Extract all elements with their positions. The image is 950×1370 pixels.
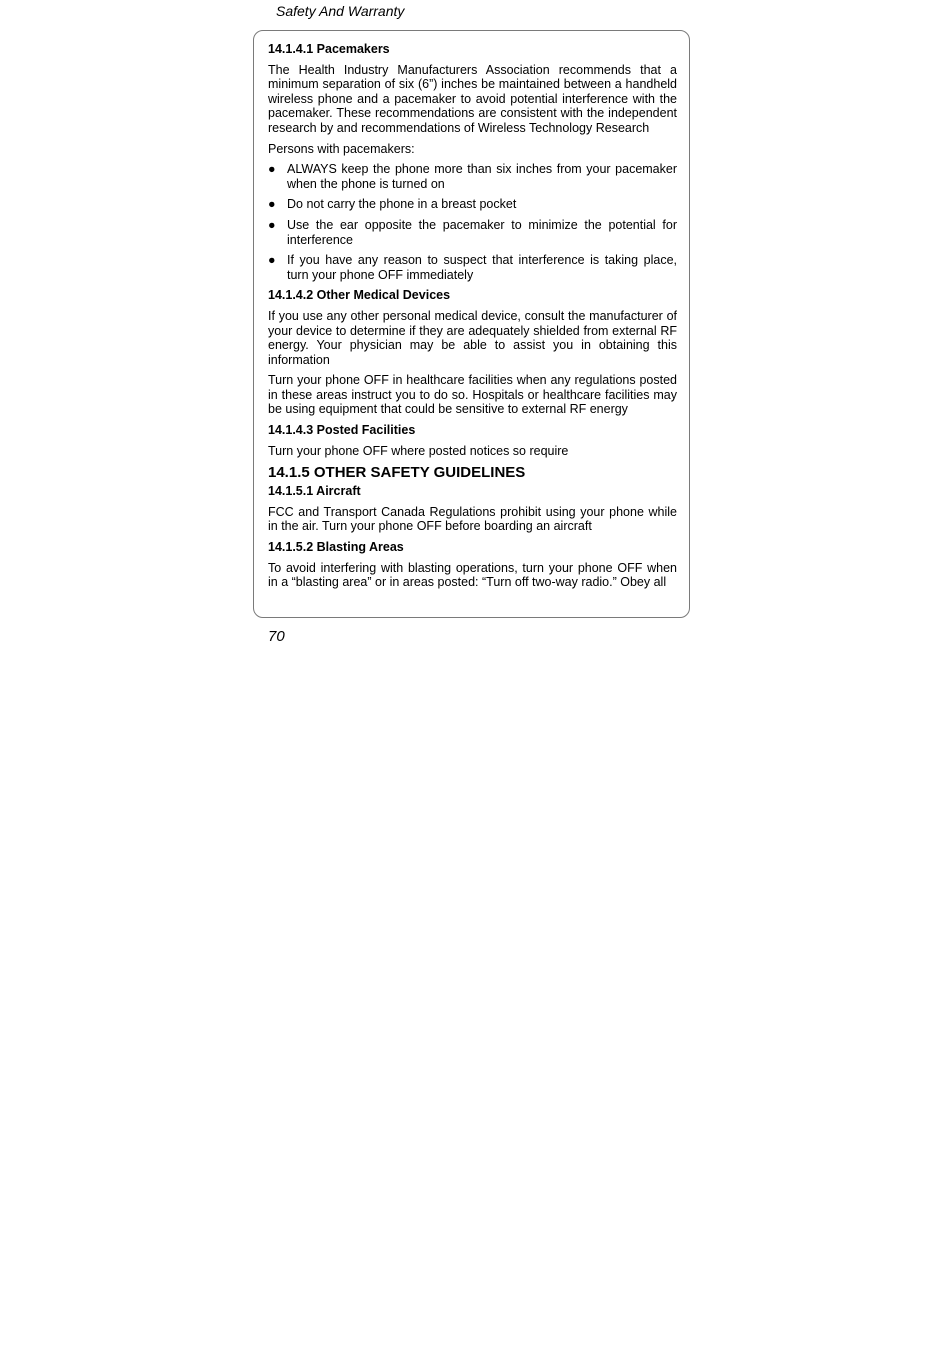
- paragraph-other-medical-devices-2: Turn your phone OFF in healthcare facilities when any regulations posted in these areas instruct you to do so. Hospitals or healthcare facilities may be using equipment that could be sensitive to external RF energy: [268, 373, 677, 417]
- paragraph-aircraft: FCC and Transport Canada Regulations prohibit using your phone while in the air. Turn your phone OFF before boarding an aircraft: [268, 504, 677, 534]
- heading-other-medical-devices: 14.1.4.2 Other Medical Devices: [268, 288, 451, 303]
- heading-blasting-areas: 14.1.5.2 Blasting Areas: [268, 540, 404, 555]
- document-body: [268, 42, 677, 596]
- paragraph-other-medical-devices-1: If you use any other personal medical device, consult the manufacturer of your device to determine if they are adequately shielded from external RF energy. Your physician may be able to assist you in obtaining this information: [268, 308, 677, 367]
- list-item: [268, 162, 677, 191]
- heading-other-safety-guidelines: 14.1.5 OTHER SAFETY GUIDELINES: [268, 464, 526, 482]
- heading-aircraft: 14.1.5.1 Aircraft: [268, 484, 361, 499]
- list-item-text: If you have any reason to suspect that interference is taking place, turn your phone OFF immediately: [287, 253, 677, 282]
- paragraph-pacemakers-intro: The Health Industry Manufacturers Association recommends that a minimum separation of six (6”) inches be maintained between a handheld wireless phone and a pacemaker to avoid potential interference with the pacemaker. These recommendations are consistent with the independent research by and recommendations of Wireless Technology Research: [268, 62, 677, 135]
- list-item-text: Do not carry the phone in a breast pocket: [287, 197, 517, 212]
- list-item: [268, 218, 677, 247]
- bullet-icon: ●: [268, 162, 276, 177]
- pacemaker-bullet-list: [268, 162, 677, 282]
- list-item-text: ALWAYS keep the phone more than six inches from your pacemaker when the phone is turned on: [287, 162, 677, 191]
- list-item: [268, 253, 677, 282]
- heading-pacemakers: 14.1.4.1 Pacemakers: [268, 42, 390, 56]
- heading-posted-facilities: 14.1.4.3 Posted Facilities: [268, 423, 416, 438]
- bullet-icon: ●: [268, 197, 276, 212]
- page-number: 70: [268, 628, 285, 645]
- paragraph-blasting-areas: To avoid interfering with blasting operations, turn your phone OFF when in a “blasting area” or in areas posted: “Turn off two-way radio.” Obey all: [268, 560, 677, 590]
- paragraph-posted-facilities: Turn your phone OFF where posted notices so require: [268, 443, 569, 458]
- paragraph-persons-with-pacemakers: Persons with pacemakers:: [268, 141, 415, 156]
- content-frame: [253, 30, 690, 618]
- list-item-text: Use the ear opposite the pacemaker to minimize the potential for interference: [287, 217, 677, 247]
- list-item: [268, 197, 677, 212]
- bullet-icon: ●: [268, 217, 276, 232]
- running-header: Safety And Warranty: [276, 3, 405, 19]
- bullet-icon: ●: [268, 253, 276, 268]
